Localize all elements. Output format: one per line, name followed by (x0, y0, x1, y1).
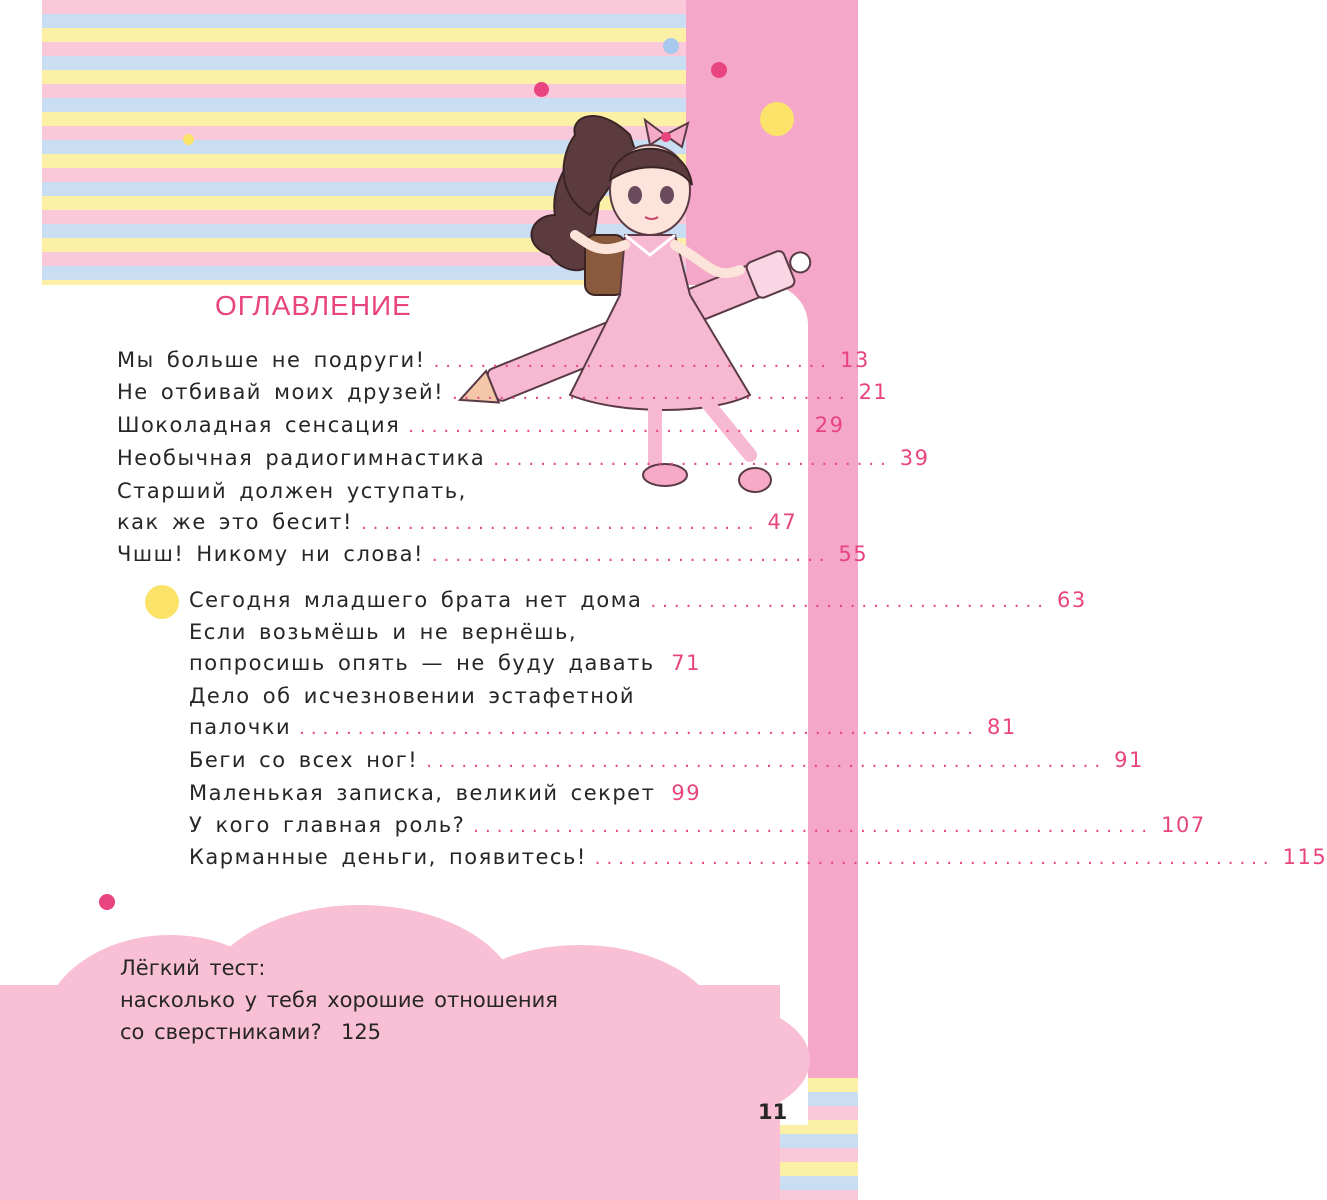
yellow-dot (183, 134, 194, 145)
toc-item-label-line1: Старший должен уступать, (117, 479, 467, 503)
toc-item[interactable] (189, 588, 1087, 612)
toc-item-label: У кого главная роль? (189, 813, 466, 837)
quiz-page: 125 (340, 1020, 382, 1044)
toc-item-page: 115 (1282, 845, 1327, 869)
toc-item-label: как же это бесит! (117, 510, 353, 534)
page-number: 11 (758, 1100, 788, 1124)
toc-item[interactable] (189, 845, 1327, 869)
quiz-line2: насколько у тебя хорошие отношения (120, 988, 558, 1012)
toc-item[interactable] (189, 781, 701, 805)
toc-item[interactable] (189, 748, 1144, 772)
toc-item[interactable] (189, 715, 1017, 739)
toc-item-page: 29 (814, 413, 845, 437)
pink-dot (711, 62, 727, 78)
toc-item-label: Мы больше не подруги! (117, 348, 426, 372)
yellow-dot (145, 585, 179, 619)
toc-item-page: 13 (840, 348, 870, 372)
leader-dots: .......................................................... (426, 751, 1107, 772)
toc-item-label: Необычная радиогимнастика (117, 446, 486, 470)
toc-item-page: 99 (671, 781, 702, 805)
quiz-line1: Лёгкий тест: (120, 956, 266, 980)
toc-item-page: 63 (1056, 588, 1087, 612)
toc-item-label: Беги со всех ног! (189, 748, 419, 772)
leader-dots: .......................................................... (473, 816, 1154, 837)
leader-dots: .................................. (408, 416, 807, 437)
toc-item[interactable] (117, 542, 869, 566)
quiz-line3[interactable] (120, 1020, 381, 1044)
toc-item-label: Сегодня младшего брата нет дома (189, 588, 643, 612)
toc-item-label: Карманные деньги, появитесь! (189, 845, 587, 869)
leader-dots: .................................. (431, 545, 831, 566)
leader-dots: .......................................................... (299, 718, 979, 739)
toc-item-label: Шоколадная сенсация (117, 413, 401, 437)
leader-dots: .................................. (433, 351, 833, 372)
toc-item-label-line1: Если возьмёшь и не вернёшь, (189, 620, 578, 644)
toc-item-page: 107 (1161, 813, 1206, 837)
toc-item-label: Чшш! Никому ни слова! (117, 542, 424, 566)
toc-item[interactable] (189, 651, 701, 675)
toc-item-label: попросишь опять — не буду давать (189, 651, 655, 675)
toc-item-label-line1: Дело об исчезновении эстафетной (189, 684, 636, 708)
leader-dots: .................................. (452, 383, 851, 404)
toc-item-page: 71 (671, 651, 701, 675)
leader-dots: .................................. (360, 513, 760, 534)
leader-dots: .................................. (493, 449, 892, 470)
leader-dots (663, 654, 664, 675)
leader-dots: .......................................................... (594, 848, 1275, 869)
toc-item[interactable] (117, 510, 798, 534)
leader-dots: .................................. (650, 591, 1049, 612)
toc-item-label: Маленькая записка, великий секрет (189, 781, 656, 805)
toc-item[interactable] (117, 348, 870, 372)
toc-item[interactable] (117, 446, 930, 470)
toc-item-page: 47 (767, 510, 798, 534)
page-title: ОГЛАВЛЕНИЕ (215, 290, 412, 321)
toc-item-page: 39 (899, 446, 930, 470)
toc-item-page: 91 (1114, 748, 1144, 772)
toc-item-page: 21 (858, 380, 889, 404)
toc-item-page: 55 (838, 542, 869, 566)
quiz-label: со сверстниками? (120, 1020, 322, 1044)
toc-item[interactable] (117, 413, 845, 437)
pink-dot (99, 894, 115, 910)
toc-item-label: палочки (189, 715, 292, 739)
blue-dot (663, 38, 679, 54)
toc-item-page: 81 (986, 715, 1017, 739)
toc-item-label: Не отбивай моих друзей! (117, 380, 445, 404)
toc-item[interactable] (189, 813, 1206, 837)
toc-item[interactable] (117, 380, 889, 404)
